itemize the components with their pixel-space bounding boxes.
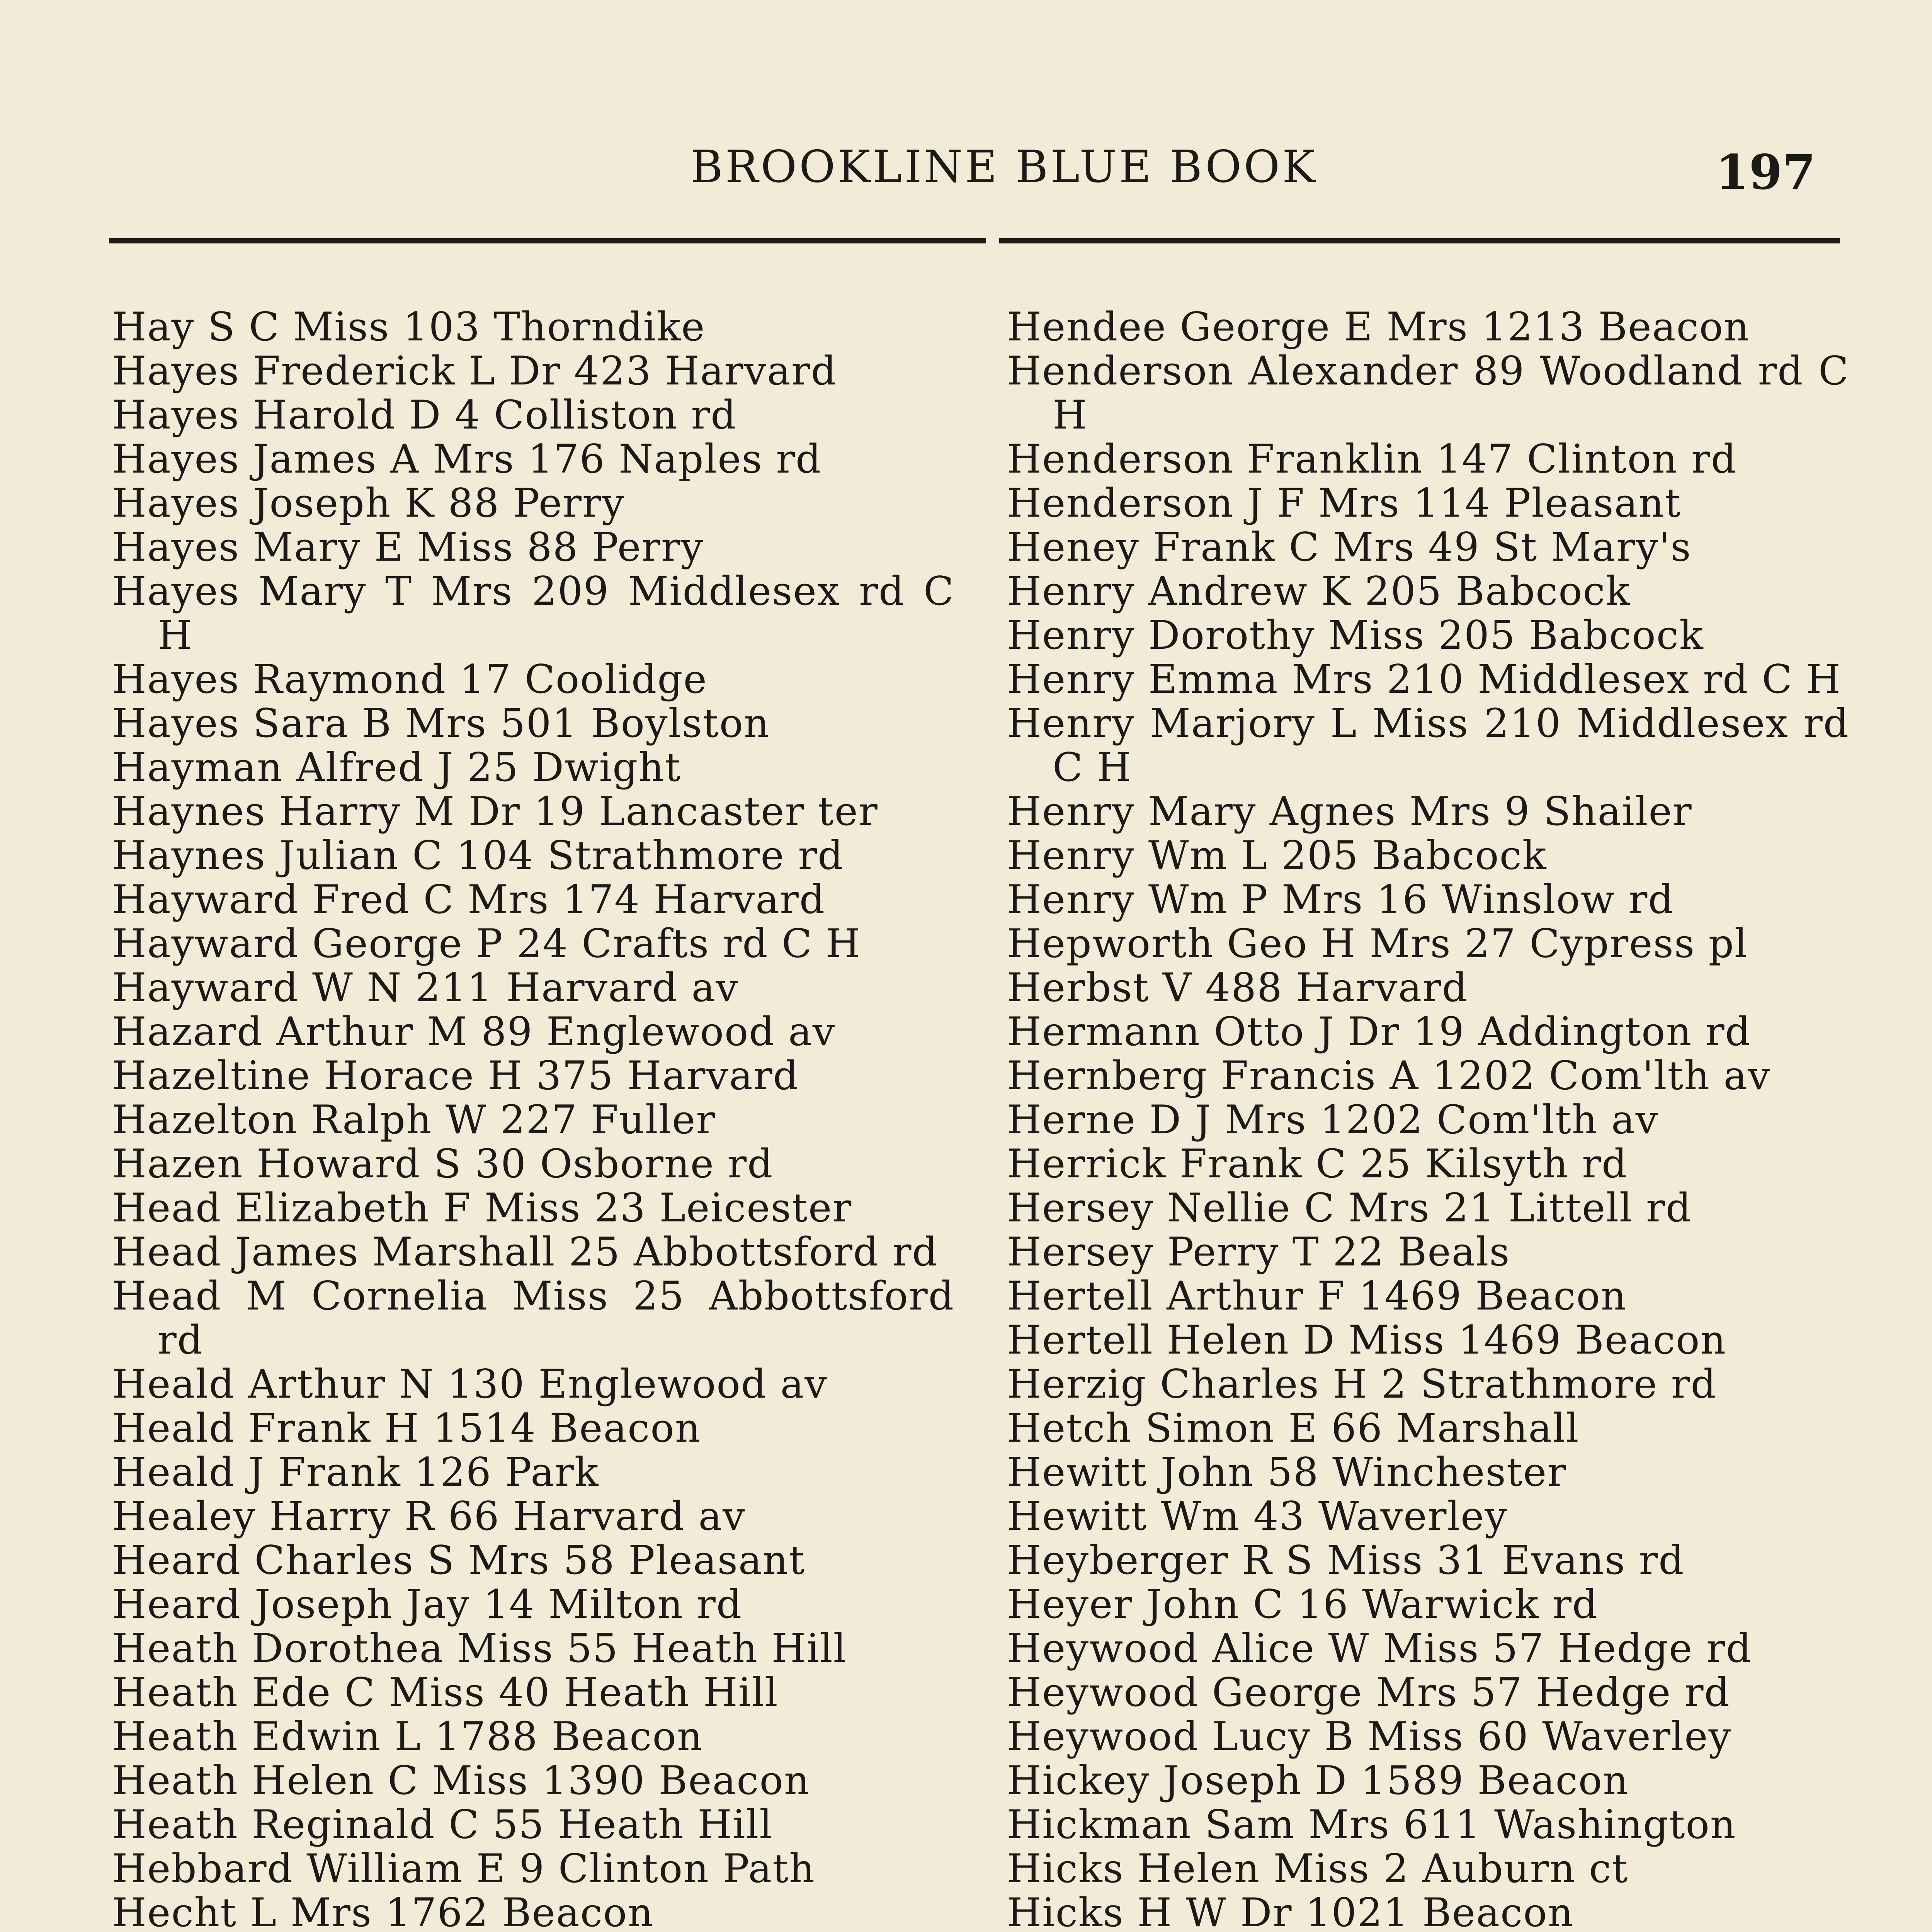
directory-entry: Hersey Perry T 22 Beals xyxy=(1007,1229,1510,1275)
directory-entry: Hermann Otto J Dr 19 Addington rd xyxy=(1007,1009,1751,1055)
directory-entry: Haynes Harry M Dr 19 Lancaster ter xyxy=(112,789,878,835)
directory-entry: Hetch Simon E 66 Marshall xyxy=(1007,1405,1580,1451)
header-rule-right xyxy=(999,238,1840,243)
directory-entry: Hebbard William E 9 Clinton Path xyxy=(112,1846,815,1892)
directory-entry: Hendee George E Mrs 1213 Beacon xyxy=(1007,304,1750,350)
page-number: 197 xyxy=(1716,145,1816,201)
directory-entry: Hazen Howard S 30 Osborne rd xyxy=(112,1141,774,1187)
directory-entry: Hicks H W Dr 1021 Beacon xyxy=(1007,1890,1574,1932)
directory-entry: Hicks Helen Miss 2 Auburn ct xyxy=(1007,1846,1629,1892)
directory-entry: Hickman Sam Mrs 611 Washington xyxy=(1007,1802,1736,1848)
directory-entry: Hickey Joseph D 1589 Beacon xyxy=(1007,1758,1629,1804)
directory-entry: Heywood Lucy B Miss 60 Waverley xyxy=(1007,1714,1732,1760)
directory-entry: Heath Helen C Miss 1390 Beacon xyxy=(112,1758,810,1804)
directory-entry: Hayes Frederick L Dr 423 Harvard xyxy=(112,348,837,394)
directory-entry: Hecht L Mrs 1762 Beacon xyxy=(112,1890,654,1932)
directory-entry: Hayes James A Mrs 176 Naples rd xyxy=(112,436,822,482)
directory-entry: Hayes Raymond 17 Coolidge xyxy=(112,656,707,702)
directory-entry: Hazelton Ralph W 227 Fuller xyxy=(112,1097,716,1143)
directory-entry: Hertell Helen D Miss 1469 Beacon xyxy=(1007,1317,1727,1363)
directory-entry: Heard Joseph Jay 14 Milton rd xyxy=(112,1582,743,1628)
directory-entry: Hazeltine Horace H 375 Harvard xyxy=(112,1053,799,1099)
directory-entry: Henry Dorothy Miss 205 Babcock xyxy=(1007,612,1704,658)
directory-entry: Hernberg Francis A 1202 Com'lth av xyxy=(1007,1053,1771,1099)
directory-entry: Hayward W N 211 Harvard av xyxy=(112,965,739,1011)
directory-entry: Heyberger R S Miss 31 Evans rd xyxy=(1007,1537,1685,1583)
directory-entry: Hayes Harold D 4 Colliston rd xyxy=(112,392,737,438)
directory-entry: Henry Andrew K 205 Babcock xyxy=(1007,568,1631,614)
directory-entry: Heard Charles S Mrs 58 Pleasant xyxy=(112,1537,806,1583)
directory-entry: Heywood George Mrs 57 Hedge rd xyxy=(1007,1670,1730,1716)
directory-entry: Hayes Mary T Mrs 209 Middlesex rd C H xyxy=(112,568,954,658)
directory-entry: Hewitt Wm 43 Waverley xyxy=(1007,1493,1508,1539)
directory-entry: Healey Harry R 66 Harvard av xyxy=(112,1493,746,1539)
directory-entry: Henry Marjory L Miss 210 Middlesex rd C H xyxy=(1007,701,1849,791)
directory-entry: Hewitt John 58 Winchester xyxy=(1007,1449,1567,1495)
directory-entry: Heath Edwin L 1788 Beacon xyxy=(112,1714,703,1760)
directory-entry: Haynes Julian C 104 Strathmore rd xyxy=(112,833,844,879)
directory-entry: Henderson Alexander 89 Woodland rd C H xyxy=(1007,348,1849,438)
directory-entry: Herne D J Mrs 1202 Com'lth av xyxy=(1007,1097,1659,1143)
directory-entry: Head M Cornelia Miss 25 Abbottsford rd xyxy=(112,1273,954,1363)
directory-entry: Hayes Mary E Miss 88 Perry xyxy=(112,524,704,570)
directory-entry: Henry Mary Agnes Mrs 9 Shailer xyxy=(1007,789,1692,835)
right-column-listings xyxy=(1007,305,1849,1932)
directory-entry: Heyer John C 16 Warwick rd xyxy=(1007,1582,1599,1628)
directory-entry: Head James Marshall 25 Abbottsford rd xyxy=(112,1229,938,1275)
directory-entry: Head Elizabeth F Miss 23 Leicester xyxy=(112,1185,852,1231)
directory-entry: Herrick Frank C 25 Kilsyth rd xyxy=(1007,1141,1628,1187)
directory-entry: Hepworth Geo H Mrs 27 Cypress pl xyxy=(1007,921,1748,967)
directory-entry: Heath Ede C Miss 40 Heath Hill xyxy=(112,1670,779,1716)
directory-entry: Hersey Nellie C Mrs 21 Littell rd xyxy=(1007,1185,1692,1231)
directory-entry: Heath Reginald C 55 Heath Hill xyxy=(112,1802,773,1848)
directory-entry: Hayward George P 24 Crafts rd C H xyxy=(112,921,861,967)
directory-entry: Hertell Arthur F 1469 Beacon xyxy=(1007,1273,1627,1319)
directory-entry: Hazard Arthur M 89 Englewood av xyxy=(112,1009,836,1055)
running-header-title: BROOKLINE BLUE BOOK xyxy=(690,141,1318,192)
directory-entry: Heald Frank H 1514 Beacon xyxy=(112,1405,701,1451)
directory-entry: Henry Emma Mrs 210 Middlesex rd C H xyxy=(1007,656,1842,702)
directory-entry: Heald J Frank 126 Park xyxy=(112,1449,599,1495)
directory-entry: Heald Arthur N 130 Englewood av xyxy=(112,1361,828,1407)
left-column-listings xyxy=(112,305,954,1932)
directory-entry: Heney Frank C Mrs 49 St Mary's xyxy=(1007,524,1692,570)
directory-entry: Hay S C Miss 103 Thorndike xyxy=(112,304,706,350)
directory-entry: Henderson Franklin 147 Clinton rd xyxy=(1007,436,1737,482)
directory-entry: Heath Dorothea Miss 55 Heath Hill xyxy=(112,1626,847,1672)
directory-entry: Hayes Sara B Mrs 501 Boylston xyxy=(112,701,770,747)
directory-entry: Henry Wm P Mrs 16 Winslow rd xyxy=(1007,877,1674,923)
directory-entry: Herbst V 488 Harvard xyxy=(1007,965,1468,1011)
directory-entry: Herzig Charles H 2 Strathmore rd xyxy=(1007,1361,1717,1407)
directory-entry: Heywood Alice W Miss 57 Hedge rd xyxy=(1007,1626,1752,1672)
directory-entry: Hayman Alfred J 25 Dwight xyxy=(112,745,682,791)
header-rule-left xyxy=(109,238,986,243)
directory-entry: Hayward Fred C Mrs 174 Harvard xyxy=(112,877,826,923)
directory-entry: Henry Wm L 205 Babcock xyxy=(1007,833,1547,879)
directory-entry: Hayes Joseph K 88 Perry xyxy=(112,480,625,526)
directory-entry: Henderson J F Mrs 114 Pleasant xyxy=(1007,480,1682,526)
